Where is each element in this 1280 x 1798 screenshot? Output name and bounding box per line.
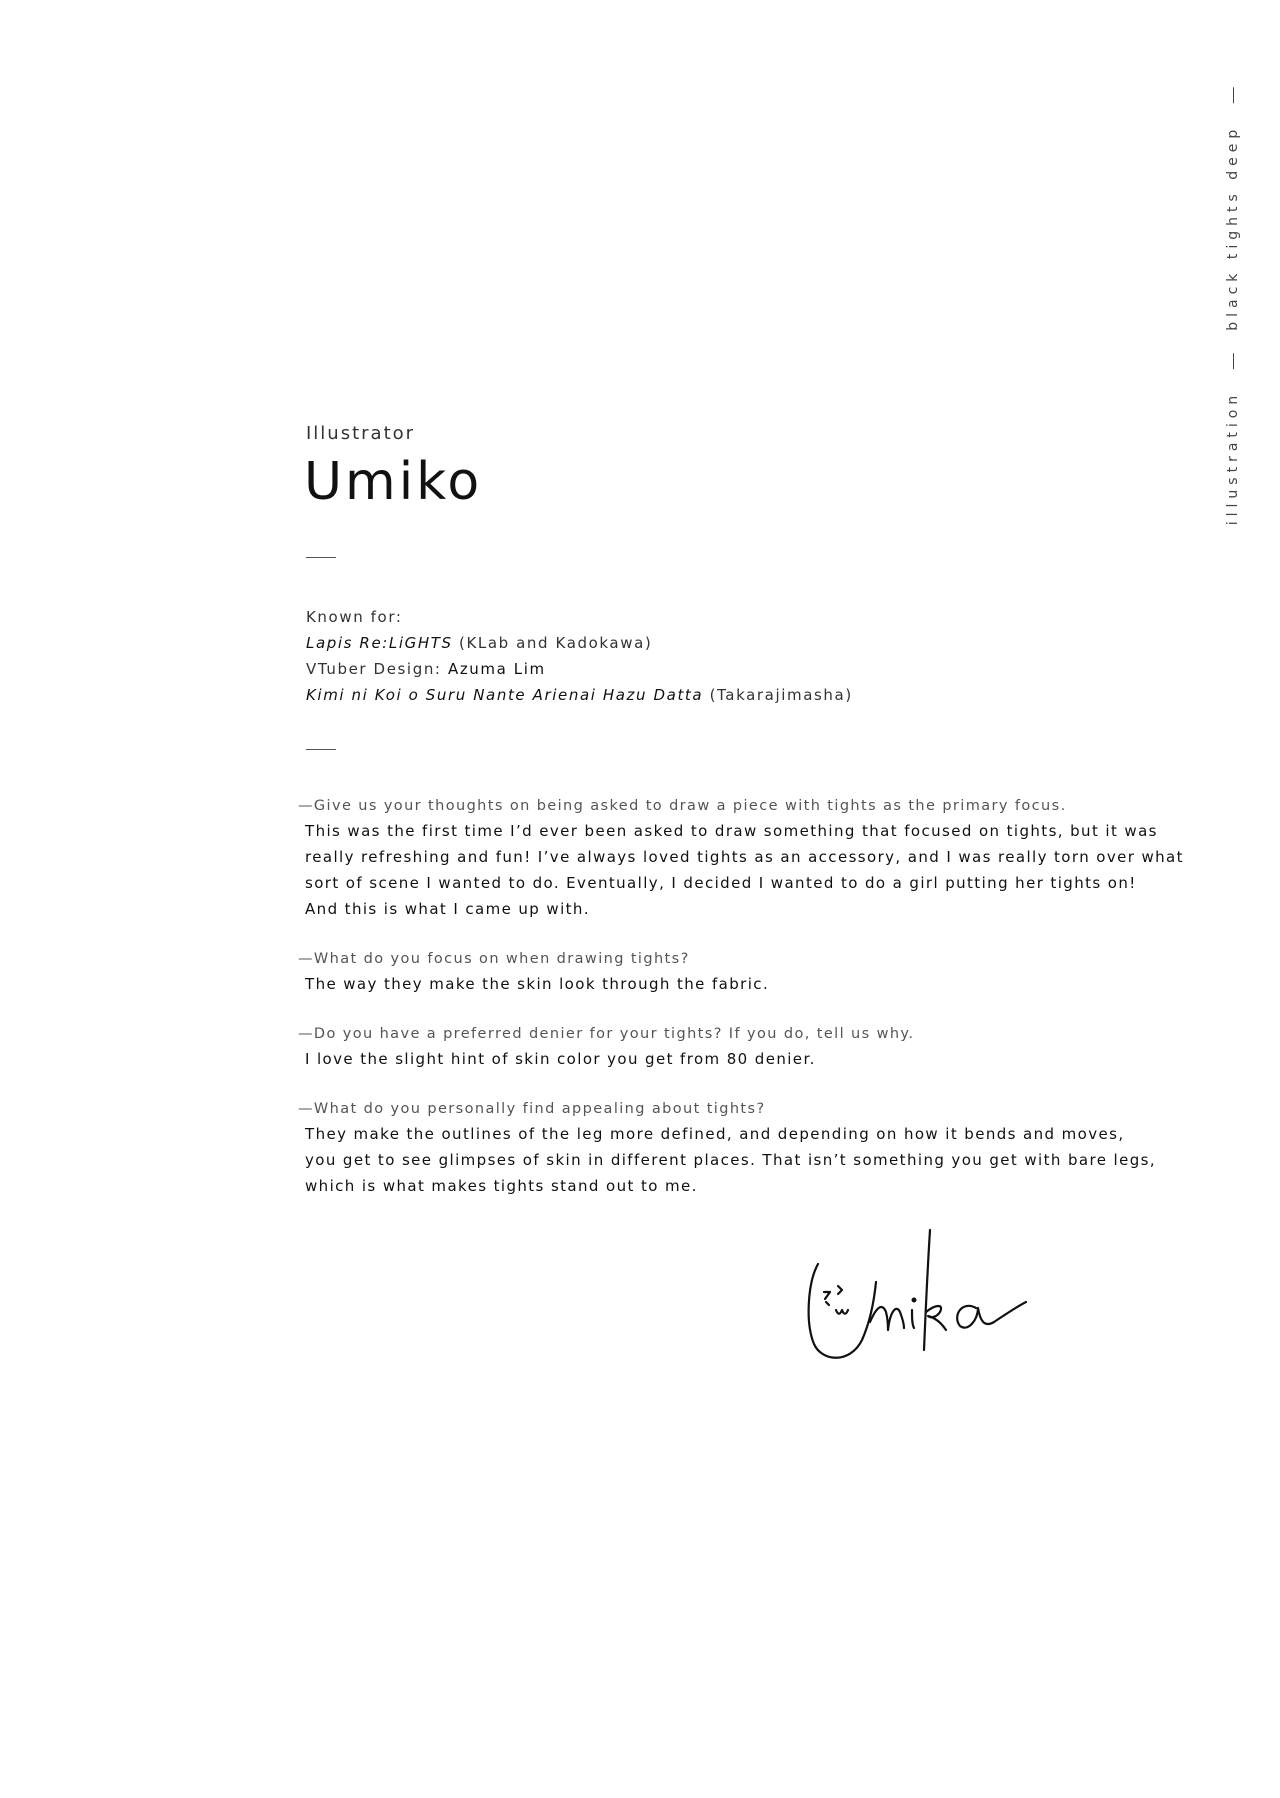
answer-line: They make the outlines of the leg more defined, and depending on how it bends and moves, <box>305 1125 1125 1143</box>
answer-line: I love the slight hint of skin color you get from 80 denier. <box>305 1050 816 1068</box>
answer <box>298 1121 1157 1199</box>
work-publisher: (Takarajimasha) <box>703 686 853 704</box>
work-role: VTuber Design: <box>306 660 448 678</box>
known-for-work <box>306 656 853 682</box>
qa-item <box>298 948 1118 997</box>
answer <box>298 818 1184 922</box>
question: —What do you personally find appealing about tights? <box>298 1101 766 1117</box>
tag-divider <box>1233 353 1234 369</box>
answer <box>298 971 1118 997</box>
section-tag <box>1218 96 1248 526</box>
work-title: Kimi ni Koi o Suru Nante Arienai Hazu Datta <box>306 686 704 704</box>
work-title: Lapis Re:LiGHTS <box>306 634 453 652</box>
section-tag-illustration: illustration <box>1225 390 1241 526</box>
work-vtuber-name: Azuma Lim <box>447 660 546 678</box>
answer <box>298 1046 1118 1072</box>
question: —What do you focus on when drawing tights? <box>298 951 690 967</box>
known-for <box>306 604 853 708</box>
divider <box>306 749 336 750</box>
known-for-work <box>306 630 853 656</box>
answer-line: you get to see glimpses of skin in different places. That isn’t something you get with bare legs, <box>305 1151 1157 1169</box>
known-for-work <box>306 682 853 708</box>
interview <box>298 795 1184 1225</box>
qa-item <box>298 1023 1118 1072</box>
answer-line: This was the first time I’d ever been asked to draw something that focused on tights, but it was <box>305 822 1158 840</box>
handwritten-signature <box>800 1212 1030 1372</box>
answer-line: really refreshing and fun! I’ve always loved tights as an accessory, and I was really torn over what <box>305 848 1184 866</box>
qa-item <box>298 1098 1157 1199</box>
artist-name: Umiko <box>304 452 483 512</box>
tag-divider <box>1233 87 1234 103</box>
category-label: Illustrator <box>306 423 416 444</box>
work-publisher: (KLab and Kadokawa) <box>452 634 653 652</box>
section-tag-black-tights-deep: black tights deep <box>1225 124 1241 331</box>
answer-line: And this is what I came up with. <box>305 900 590 918</box>
known-for-label: Known for: <box>306 608 403 626</box>
question: —Give us your thoughts on being asked to draw a piece with tights as the primary focus. <box>298 798 1067 814</box>
question: —Do you have a preferred denier for your tights? If you do, tell us why. <box>298 1026 915 1042</box>
qa-item <box>298 795 1184 922</box>
divider <box>306 557 336 558</box>
answer-line: The way they make the skin look through the fabric. <box>305 975 770 993</box>
answer-line: sort of scene I wanted to do. Eventually, I decided I wanted to do a girl putting her tights on! <box>305 874 1137 892</box>
answer-line: which is what makes tights stand out to me. <box>305 1177 698 1195</box>
